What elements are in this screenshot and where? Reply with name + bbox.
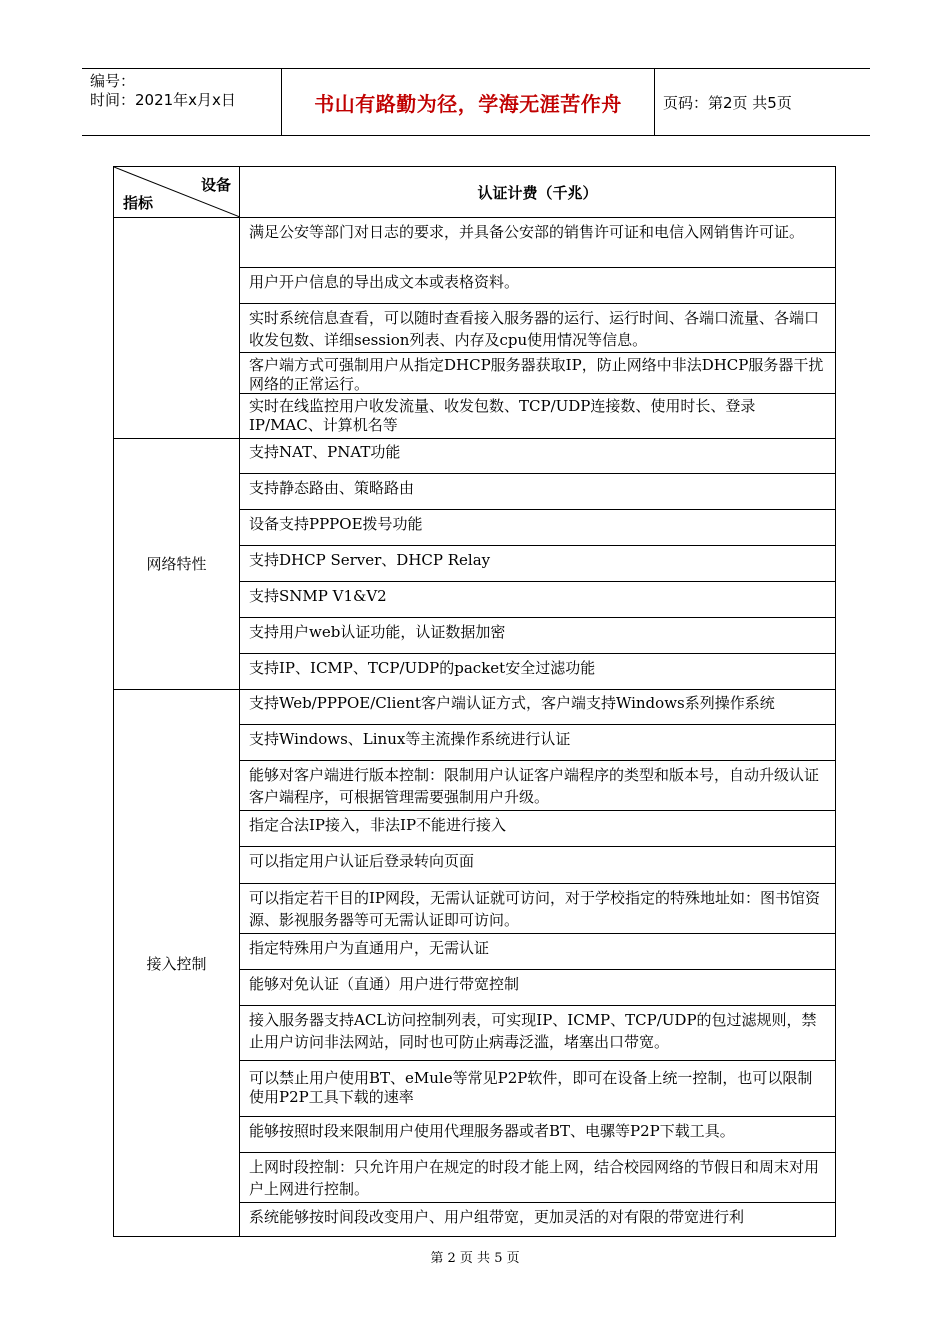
table-cell: 实时系统信息查看，可以随时查看接入服务器的运行、运行时间、各端口流量、各端口收发包数、详细session列表、内存及cpu使用情况等信息。 — [240, 304, 835, 353]
page-header — [82, 68, 870, 136]
group-label-network: 网络特性 — [114, 438, 240, 689]
table-cell: 可以指定若干目的IP网段，无需认证就可访问，对于学校指定的特殊地址如：图书馆资源、影视服务器等可无需认证即可访问。 — [240, 884, 835, 934]
table-cell: 用户开户信息的导出成文本或表格资料。 — [240, 268, 835, 304]
table-cell: 系统能够按时间段改变用户、用户组带宽，更加灵活的对有限的带宽进行利 — [249, 1208, 745, 1226]
table-cell: 支持IP、ICMP、TCP/UDP的packet安全过滤功能 — [249, 659, 596, 677]
table-cell: 可以禁止用户使用BT、eMule等常见P2P软件，即可在设备上统一控制，也可以限制使用P2P工具下载的速率 — [240, 1061, 835, 1117]
document-number-label: 编号： — [90, 72, 136, 90]
column-title: 认证计费（千兆） — [477, 183, 598, 202]
table-cell: 支持SNMP V1&V2 — [240, 582, 835, 618]
table-cell: 指定特殊用户为直通用户，无需认证 — [240, 934, 835, 970]
table-cell: 上网时段控制：只允许用户在规定的时段才能上网，结合校园网络的节假日和周末对用户上网进行控制。 — [240, 1153, 835, 1203]
table-cell: 支持用户web认证功能，认证数据加密 — [240, 618, 835, 654]
corner-device-label: 设备 — [200, 176, 231, 194]
table-cell: 能够按照时段来限制用户使用代理服务器或者BT、电骡等P2P下载工具。 — [240, 1117, 835, 1153]
table-cell: 满足公安等部门对日志的要求，并具备公安部的销售许可证和电信入网销售许可证。 — [240, 218, 835, 268]
page-footer: 第 2 页 共 5 页 — [430, 1251, 520, 1266]
table-cell: 支持静态路由、策略路由 — [240, 474, 835, 510]
group-label-access-control: 接入控制 — [114, 689, 240, 1237]
table-cell: 客户端方式可强制用户从指定DHCP服务器获取IP，防止网络中非法DHCP服务器干扰网络的正常运行。 — [240, 353, 835, 394]
row-group-network — [114, 438, 835, 690]
table-cell: 可以指定用户认证后登录转向页面 — [240, 847, 835, 884]
table-cell: 能够对客户端进行版本控制：限制用户认证客户端程序的类型和版本号，自动升级认证客户端程序，可根据管理需要强制用户升级。 — [240, 761, 835, 811]
corner-metric-label: 指标 — [123, 194, 154, 212]
spec-table — [113, 166, 836, 1237]
table-cell: 支持Windows、Linux等主流操作系统进行认证 — [240, 725, 835, 761]
group-label — [114, 218, 240, 438]
table-cell: 指定合法IP接入，非法IP不能进行接入 — [240, 811, 835, 847]
table-cell: 支持DHCP Server、DHCP Relay — [240, 546, 835, 582]
table-cell: 实时在线监控用户收发流量、收发包数、TCP/UDP连接数、使用时长、登录IP/MAC、计算机名等 — [249, 397, 756, 434]
row-group-logging — [114, 218, 835, 439]
header-page-number: 页码：第2页 共5页 — [663, 93, 792, 112]
header-motto: 书山有路勤为径，学海无涯苦作舟 — [314, 91, 622, 116]
header-meta — [82, 69, 282, 135]
document-time-label: 时间：2021年x月x日 — [90, 91, 236, 109]
table-cell: 接入服务器支持ACL访问控制列表，可实现IP、ICMP、TCP/UDP的包过滤规则，禁止用户访问非法网站，同时也可防止病毒泛滥，堵塞出口带宽。 — [240, 1006, 835, 1061]
row-group-access-control — [114, 689, 835, 1237]
table-cell: 支持NAT、PNAT功能 — [240, 438, 835, 474]
table-cell: 能够对免认证（直通）用户进行带宽控制 — [240, 970, 835, 1006]
corner-header-cell — [114, 167, 240, 217]
table-cell: 支持Web/PPPOE/Client客户端认证方式，客户端支持Windows系列操作系统 — [240, 689, 835, 725]
table-header-row — [114, 167, 835, 218]
header-motto-cell — [282, 69, 655, 135]
table-cell: 设备支持PPPOE拨号功能 — [240, 510, 835, 546]
